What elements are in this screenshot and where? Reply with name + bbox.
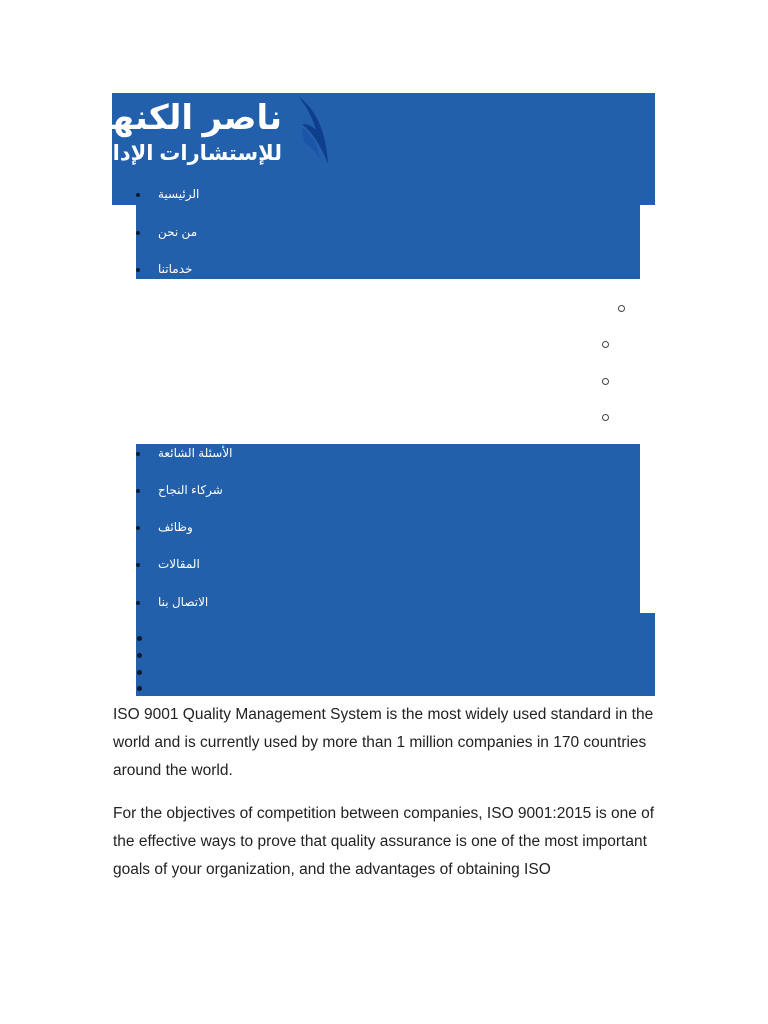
social-link[interactable]: [137, 670, 142, 675]
article-paragraph-2: For the objectives of competition between companies, ISO 9001:2015 is one of the effective ways to prove that quality assurance is one of the most important goals of your organization, and the advantages of obtaining ISO: [113, 805, 655, 878]
nav-item-label: من نحن: [158, 225, 198, 239]
logo-wing-icon[interactable]: [292, 94, 332, 166]
social-link[interactable]: [137, 653, 142, 658]
nav-top-panel: [136, 205, 640, 279]
nav-item-label: خدماتنا: [158, 262, 193, 276]
social-link[interactable]: [137, 686, 142, 691]
nav-bottom-panel: [136, 444, 640, 614]
bullet: [136, 526, 140, 530]
bullet: [136, 231, 140, 235]
logo-title[interactable]: ناصر الكنهل: [82, 99, 282, 137]
article-paragraph-1: ISO 9001 Quality Management System is the most widely used standard in the world and is currently used by more than 1 million companies in 170 countries around the world.: [113, 706, 654, 779]
bullet: [136, 452, 140, 456]
bullet: [136, 268, 140, 272]
nav-item-label: الأسئلة الشائعة: [158, 446, 233, 460]
submenu-item[interactable]: [602, 414, 609, 421]
logo-subtitle[interactable]: للإستشارات الإدارية: [79, 142, 282, 165]
bullet: [136, 601, 140, 605]
submenu-item[interactable]: [602, 378, 609, 385]
social-panel: [136, 613, 655, 696]
bullet: [136, 563, 140, 567]
bullet: [136, 193, 140, 197]
nav-item-label: وظائف: [158, 520, 193, 534]
submenu-item[interactable]: [602, 341, 609, 348]
nav-item-label: المقالات: [158, 557, 200, 571]
social-link[interactable]: [137, 636, 142, 641]
nav-item-label: شركاء النجاح: [158, 483, 223, 497]
nav-item-label: الرئيسية: [158, 187, 200, 201]
submenu-item[interactable]: [618, 305, 625, 312]
nav-item-label: الاتصال بنا: [158, 595, 209, 609]
bullet: [136, 489, 140, 493]
